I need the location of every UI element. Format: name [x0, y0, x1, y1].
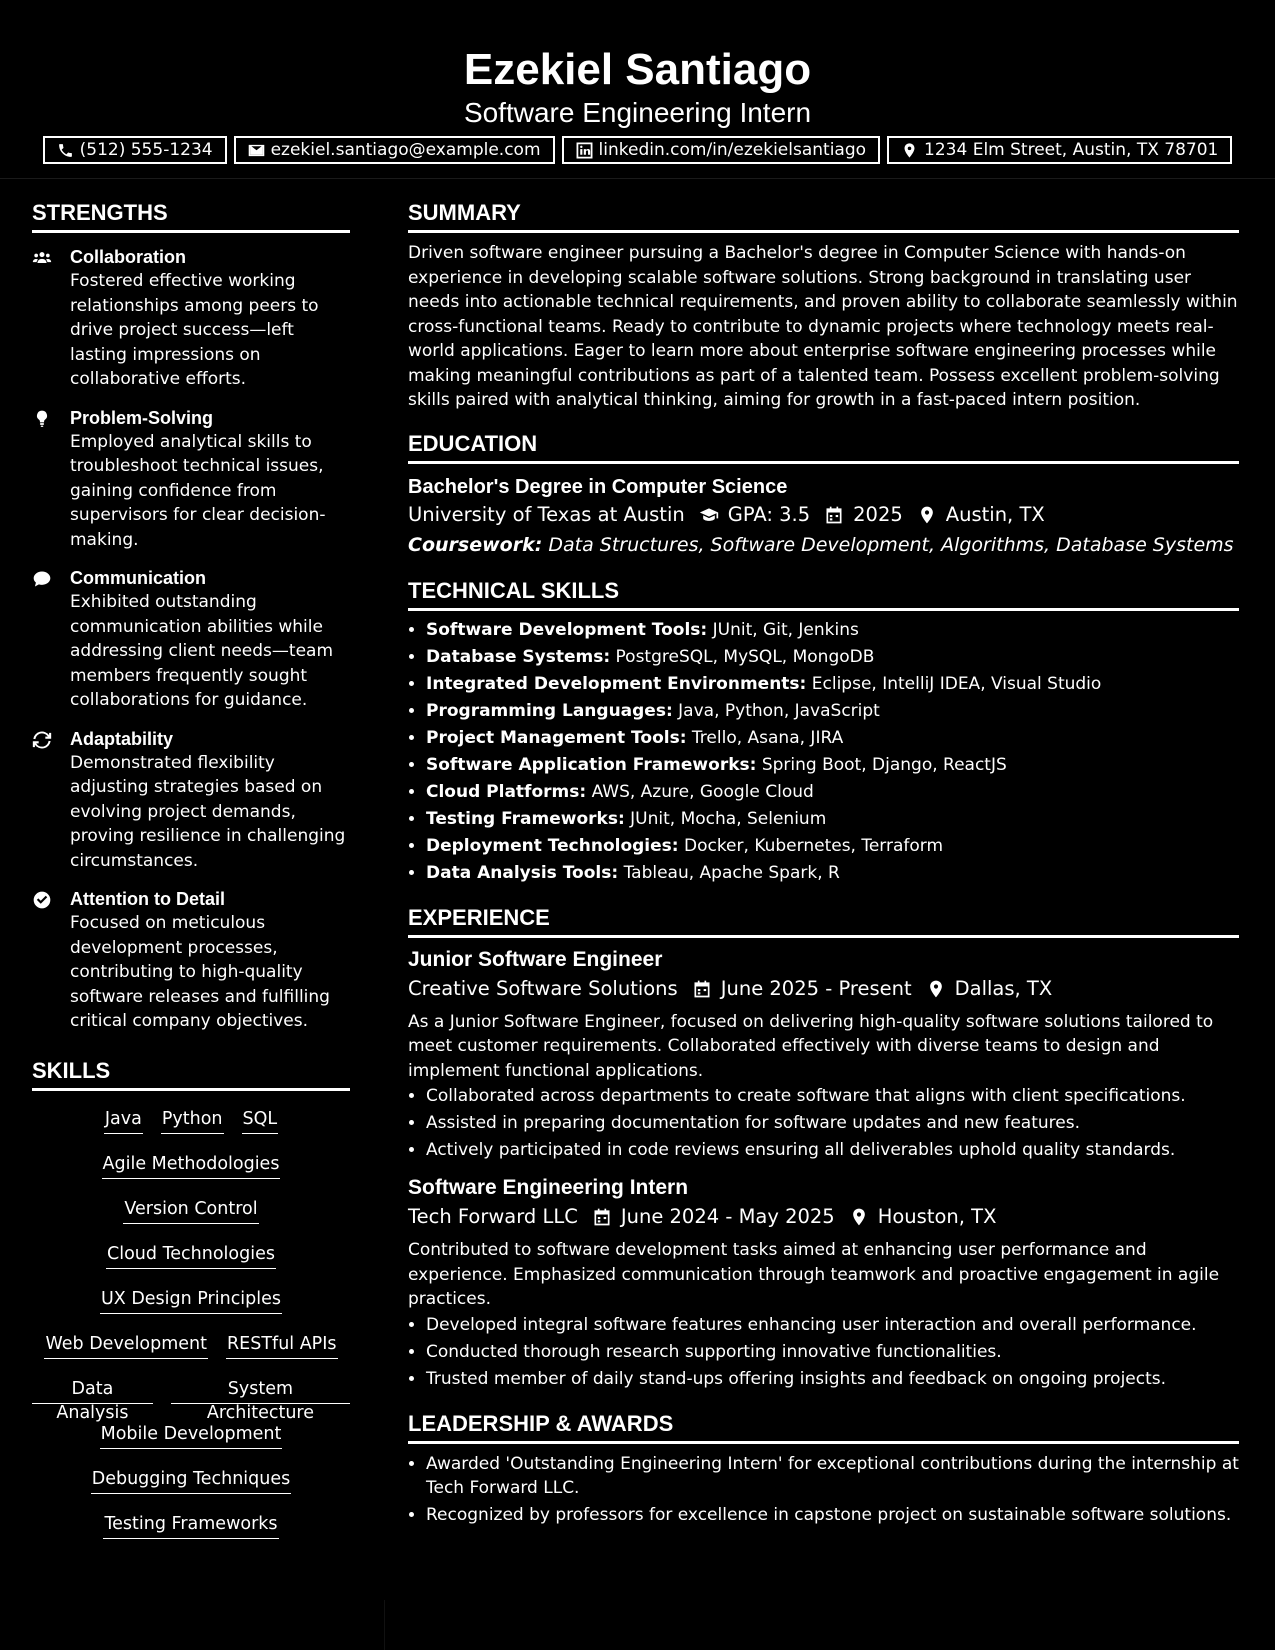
- job-dates: June 2024 - May 2025: [620, 1205, 835, 1228]
- list-item: [426, 860, 1239, 887]
- contact-address: [887, 136, 1232, 164]
- skill-tag: SQL: [242, 1107, 279, 1134]
- strength-item: [32, 406, 350, 553]
- skill-tag: Agile Methodologies: [102, 1152, 281, 1179]
- skill-label: Project Management Tools:: [426, 727, 687, 748]
- strength-text: Demonstrated flexibility adjusting strategies based on evolving project demands, proving resilience in challenging circumstances.: [70, 752, 346, 871]
- summary-text: Driven software engineer pursuing a Bachelor's degree in Computer Science with hands-on experience in developing scalable software solutions. Strong background in translating user needs into actionable technical requirements, and proven ability to collaborate seamlessly within cross-functional teams. Ready to contribute to dynamic projects where technology meets real-world applications. Eager to learn more about enterprise software engineering processes while making meaningful contributions as part of a talented team. Possess excellent problem-solving skills paired with analytical thinking, aiming for growth in a fast-paced intern position.: [408, 243, 1238, 410]
- strength-item: [32, 566, 350, 713]
- skill-label: Programming Languages:: [426, 700, 673, 721]
- skills-section: [32, 1056, 350, 1557]
- contact-email-text: ezekiel.santiago@example.com: [270, 140, 541, 160]
- strengths-heading: STRENGTHS: [32, 198, 350, 233]
- strength-item: [32, 245, 350, 392]
- list-item: [426, 725, 1239, 752]
- skill-label: Software Development Tools:: [426, 619, 708, 640]
- strength-text: Fostered effective working relationships among peers to drive project success—left lasting impressions on collaborative efforts.: [70, 271, 319, 389]
- candidate-title: Software Engineering Intern: [463, 97, 812, 128]
- sync-icon: [32, 730, 52, 750]
- skill-label: Integrated Development Environments:: [426, 673, 807, 694]
- education-coursework: [408, 530, 1239, 560]
- skill-label: Deployment Technologies:: [426, 835, 679, 856]
- job-dates: June 2025 - Present: [720, 976, 912, 1000]
- skill-tag: RESTful APIs: [226, 1332, 338, 1359]
- job-description: As a Junior Software Engineer, focused on delivering high-quality software solutions tailored to meet customer requirements. Collaborated effectively with diverse teams to design and implement functional applications.: [408, 1011, 1214, 1081]
- contact-phone[interactable]: [43, 136, 227, 164]
- job-location: Houston, TX: [877, 1205, 997, 1228]
- strength-title: Communication: [70, 568, 207, 588]
- list-item: [426, 752, 1239, 779]
- skills-heading: SKILLS: [32, 1056, 350, 1091]
- list-item: • Developed integral software features enhancing user interaction and overall performance.: [426, 1312, 1239, 1339]
- list-item: [426, 779, 1239, 806]
- education-year: 2025: [853, 502, 903, 526]
- skill-tag: Debugging Techniques: [91, 1467, 292, 1494]
- skill-value: PostgreSQL, MySQL, MongoDB: [615, 646, 875, 667]
- education-degree: Bachelor's Degree in Computer Science: [408, 475, 788, 498]
- list-item: • Conducted thorough research supporting innovative functionalities.: [426, 1339, 1239, 1366]
- skill-label: Data Analysis Tools:: [426, 862, 619, 883]
- skill-tag: Data Analysis: [32, 1377, 153, 1404]
- summary-section: [408, 198, 1239, 413]
- skill-tag: Testing Frameworks: [103, 1512, 278, 1539]
- education-school: University of Texas at Austin: [408, 502, 685, 526]
- map-marker-icon: [901, 142, 918, 159]
- graduation-cap-icon: [699, 505, 719, 525]
- education-heading: EDUCATION: [408, 429, 1239, 464]
- list-item: [426, 644, 1239, 671]
- strength-item: [32, 887, 350, 1034]
- experience-section: [408, 903, 1239, 1393]
- header-divider: [0, 178, 1275, 179]
- calendar-icon: [824, 505, 844, 525]
- job-entry: [408, 946, 1239, 1165]
- envelope-icon: [248, 142, 265, 159]
- skill-value: Java, Python, JavaScript: [678, 700, 880, 721]
- awards-list: [408, 1452, 1239, 1528]
- calendar-icon: [692, 979, 712, 999]
- job-meta: [408, 1202, 1239, 1232]
- skill-value: Eclipse, IntelliJ IDEA, Visual Studio: [811, 673, 1102, 694]
- skill-tag: Cloud Technologies: [106, 1242, 276, 1269]
- skill-label: Software Application Frameworks:: [426, 754, 757, 775]
- skill-tag: Web Development: [44, 1332, 208, 1359]
- resume-header: [0, 0, 1275, 164]
- column-divider: [384, 1600, 385, 1650]
- education-location: Austin, TX: [945, 502, 1045, 526]
- list-item: • Trusted member of daily stand-ups offering insights and feedback on ongoing projects.: [426, 1366, 1239, 1393]
- job-company: Creative Software Solutions: [408, 976, 678, 1000]
- map-marker-icon: [849, 1207, 869, 1227]
- contact-phone-text: (512) 555-1234: [79, 140, 213, 160]
- education-section: [408, 429, 1239, 560]
- job-title: Software Engineering Intern: [408, 1176, 689, 1199]
- summary-heading: SUMMARY: [408, 198, 1239, 233]
- skill-label: Testing Frameworks:: [426, 808, 625, 829]
- job-meta: [408, 974, 1239, 1004]
- comment-icon: [32, 569, 52, 589]
- calendar-icon: [592, 1207, 612, 1227]
- skill-value: Docker, Kubernetes, Terraform: [683, 835, 944, 856]
- technical-skills-section: [408, 576, 1239, 887]
- strength-text: Focused on meticulous development processes, contributing to high-quality software releases and fulfilling critical company objectives.: [70, 913, 330, 1031]
- skill-tag: Python: [161, 1107, 224, 1134]
- skill-tag: UX Design Principles: [100, 1287, 282, 1314]
- strength-text: Exhibited outstanding communication abilities while addressing client needs—team members frequently sought collaborations for guidance.: [70, 592, 334, 710]
- strength-item: [32, 727, 350, 874]
- list-item: • Assisted in preparing documentation for software updates and new features.: [426, 1110, 1239, 1137]
- left-column: [32, 198, 350, 1557]
- job-bullets: [408, 1312, 1239, 1393]
- education-meta: [408, 500, 1239, 530]
- skill-value: JUnit, Git, Jenkins: [712, 619, 859, 640]
- list-item: [426, 698, 1239, 725]
- education-gpa: GPA: 3.5: [727, 502, 811, 526]
- skill-value: JUnit, Mocha, Selenium: [630, 808, 827, 829]
- skill-value: AWS, Azure, Google Cloud: [591, 781, 814, 802]
- contact-email[interactable]: [234, 136, 555, 164]
- contact-linkedin-text: linkedin.com/in/ezekielsantiago: [598, 140, 867, 160]
- job-entry: [408, 1174, 1239, 1393]
- map-marker-icon: [926, 979, 946, 999]
- contact-linkedin[interactable]: [562, 136, 881, 164]
- list-item: [426, 617, 1239, 644]
- strength-title: Problem-Solving: [70, 407, 214, 428]
- coursework-list: Data Structures, Software Development, Algorithms, Database Systems: [548, 533, 1234, 556]
- candidate-name: Ezekiel Santiago: [463, 45, 812, 94]
- technical-skills-heading: TECHNICAL SKILLS: [408, 576, 1239, 611]
- linkedin-icon: [576, 142, 593, 159]
- job-description: Contributed to software development tasks aimed at enhancing user performance and experience. Emphasized communication through teamwork and proactive engagement in agile practices.: [408, 1240, 1220, 1309]
- skills-tag-cloud: [32, 1107, 350, 1557]
- job-location: Dallas, TX: [954, 976, 1053, 1000]
- job-company: Tech Forward LLC: [408, 1205, 578, 1228]
- right-column: [408, 198, 1239, 1529]
- skill-tag: System Architecture: [171, 1377, 350, 1404]
- check-circle-icon: [32, 890, 52, 910]
- technical-skills-list: [408, 617, 1239, 887]
- list-item: • Awarded 'Outstanding Engineering Intern' for exceptional contributions during the internship at Tech Forward LLC.: [426, 1452, 1239, 1501]
- map-marker-icon: [917, 505, 937, 525]
- awards-heading: LEADERSHIP & AWARDS: [408, 1409, 1239, 1444]
- strength-title: Attention to Detail: [70, 889, 225, 909]
- list-item: • Actively participated in code reviews ensuring all deliverables uphold quality standards.: [426, 1137, 1239, 1164]
- skill-value: Tableau, Apache Spark, R: [623, 862, 840, 883]
- list-item: • Collaborated across departments to create software that aligns with client specifications.: [426, 1083, 1239, 1110]
- lightbulb-icon: [32, 409, 52, 429]
- list-item: [426, 806, 1239, 833]
- coursework-label: Coursework:: [408, 533, 543, 556]
- strength-text: Employed analytical skills to troubleshoot technical issues, gaining confidence from supervisors for clear decision-making.: [70, 431, 326, 550]
- strength-title: Adaptability: [70, 728, 174, 749]
- list-item: [426, 833, 1239, 860]
- experience-heading: EXPERIENCE: [408, 903, 1239, 938]
- skill-value: Trello, Asana, JIRA: [691, 727, 844, 748]
- skill-label: Cloud Platforms:: [426, 781, 587, 802]
- skill-value: Spring Boot, Django, ReactJS: [761, 754, 1007, 775]
- users-icon: [32, 248, 52, 268]
- skill-tag: Version Control: [123, 1197, 258, 1224]
- job-title: Junior Software Engineer: [408, 947, 663, 971]
- list-item: [426, 671, 1239, 698]
- skill-label: Database Systems:: [426, 646, 611, 667]
- contact-bar: [0, 136, 1275, 164]
- list-item: • Recognized by professors for excellence in capstone project on sustainable software solutions.: [426, 1503, 1239, 1528]
- phone-icon: [57, 142, 74, 159]
- job-bullets: [408, 1083, 1239, 1164]
- contact-address-text: 1234 Elm Street, Austin, TX 78701: [924, 140, 1219, 160]
- strength-title: Collaboration: [70, 247, 186, 267]
- awards-section: [408, 1409, 1239, 1528]
- skill-tag: Mobile Development: [100, 1422, 283, 1449]
- skill-tag: Java: [104, 1107, 143, 1134]
